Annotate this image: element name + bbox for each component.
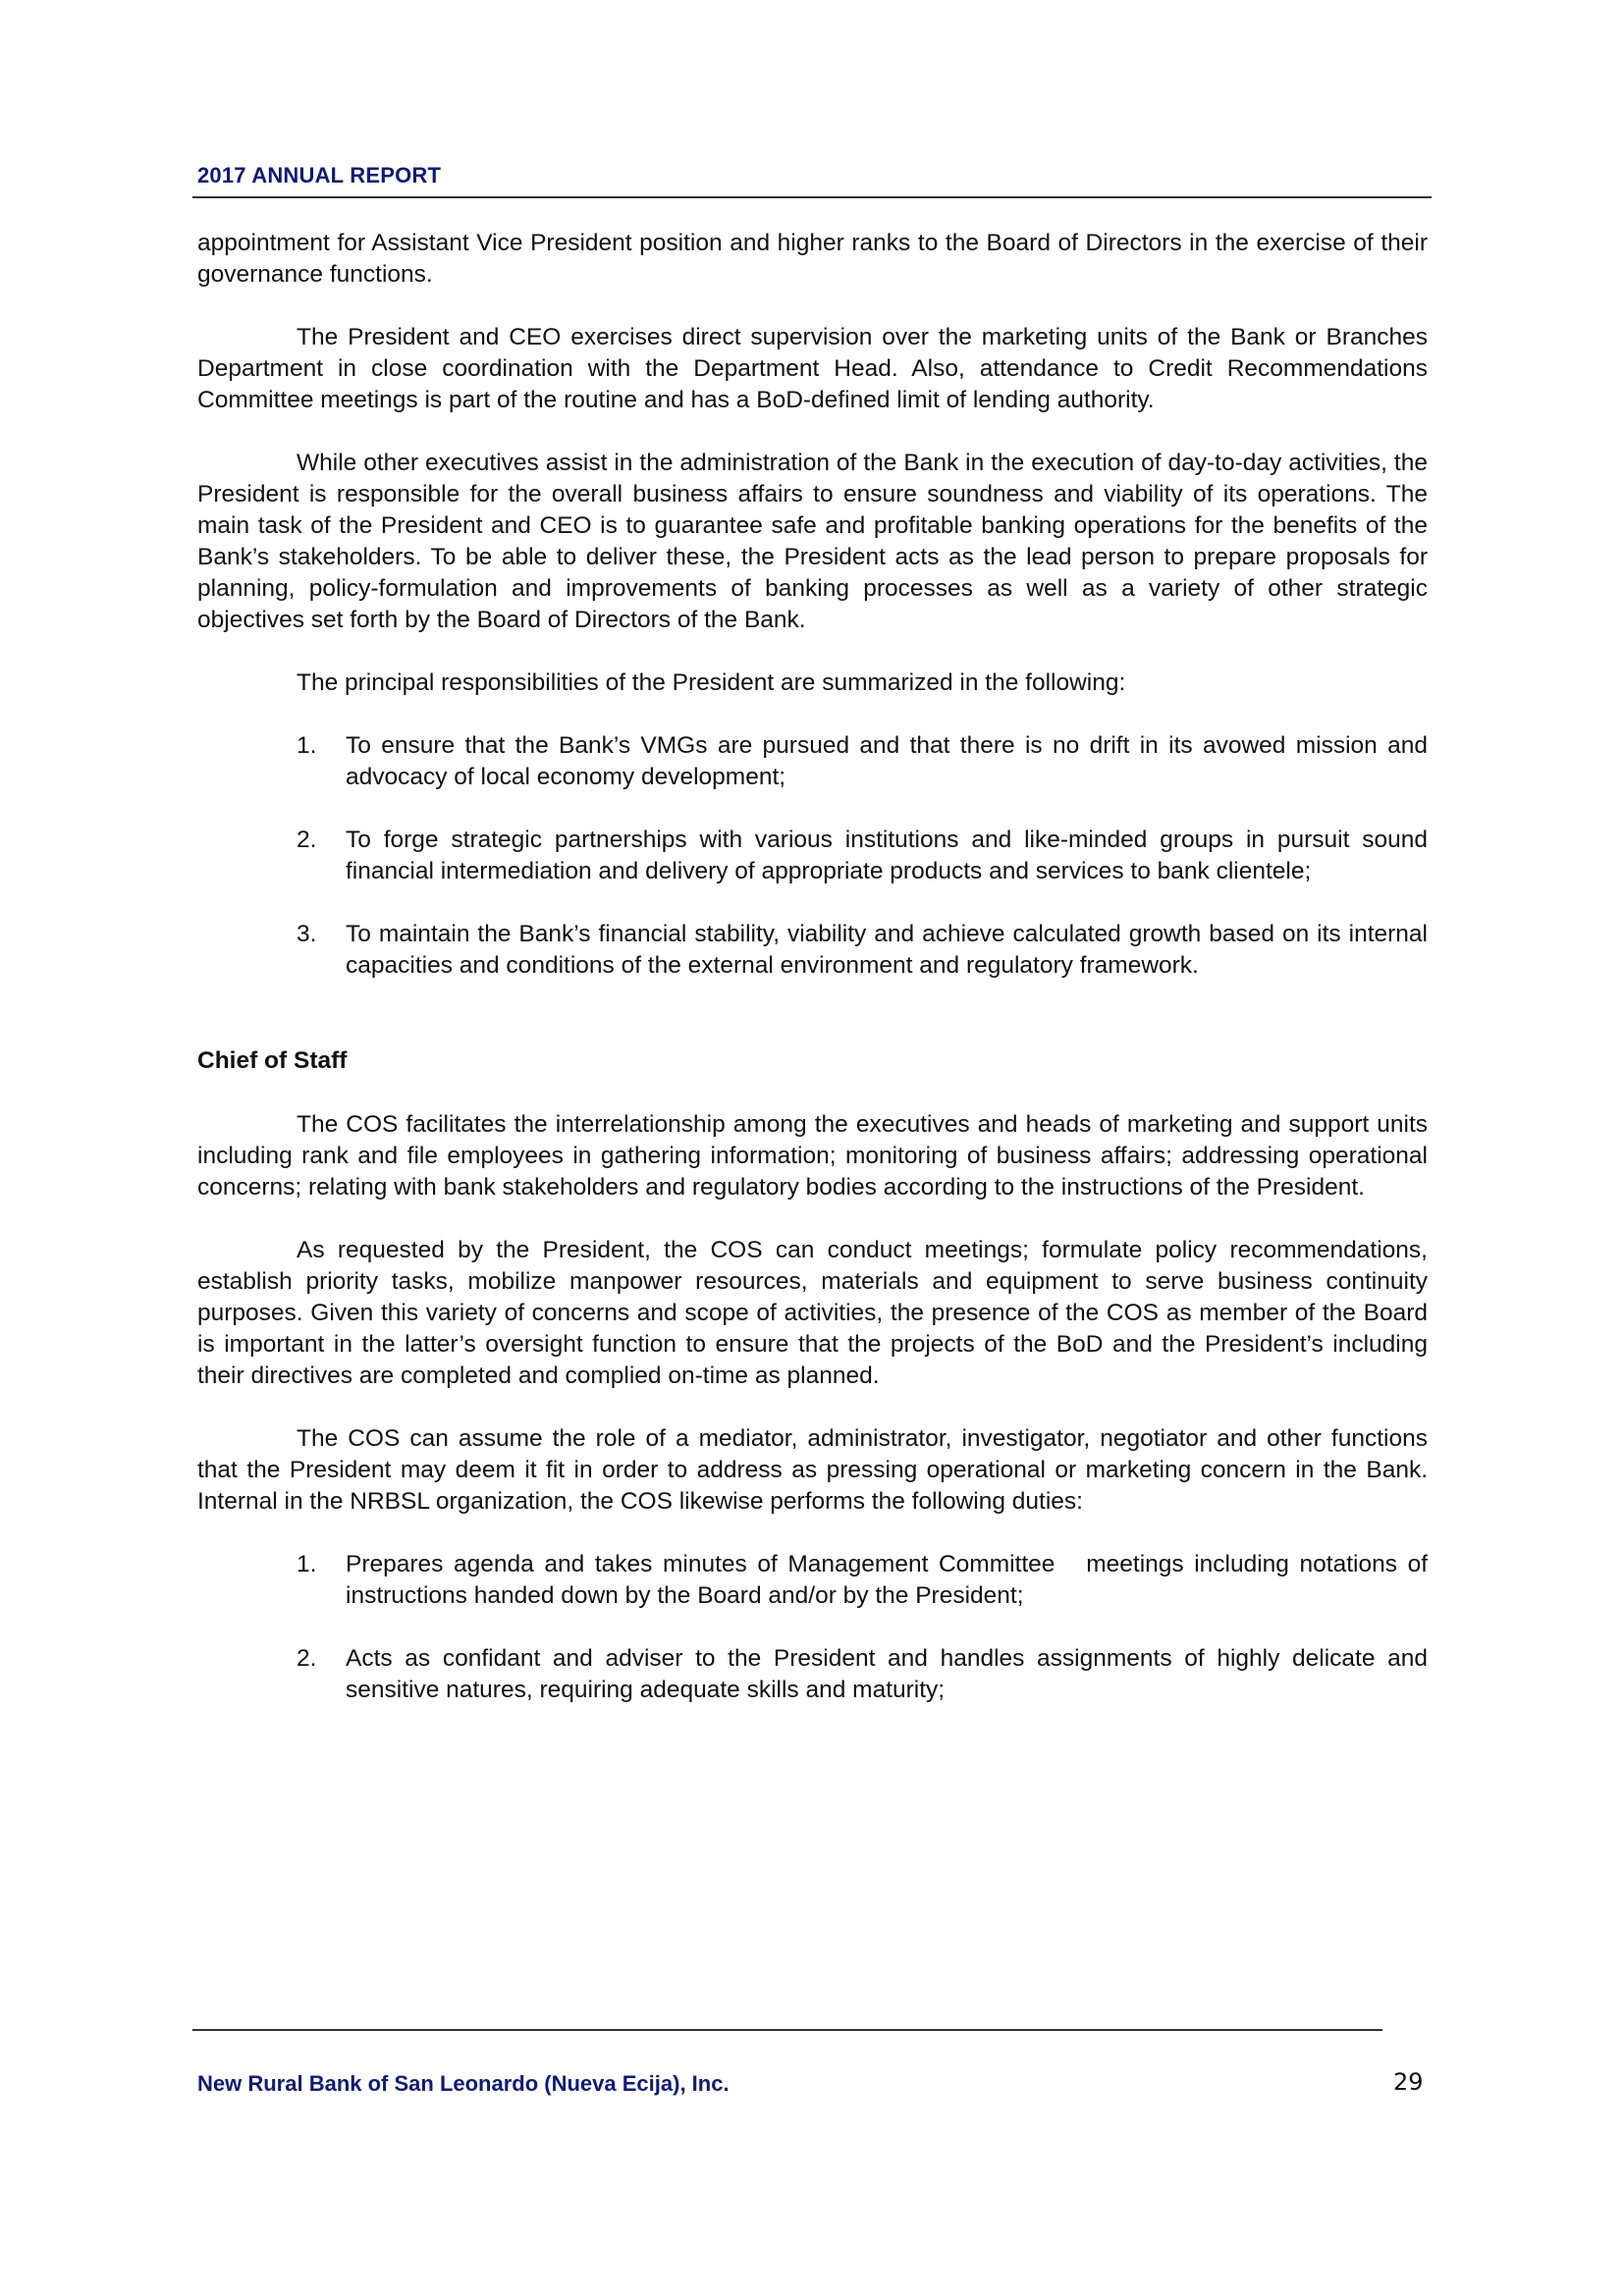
list-item-text: To ensure that the Bank’s VMGs are pursued and that there is no drift in its avowed mission and advocacy of local economy development;	[346, 732, 1428, 790]
continuation-paragraph: appointment for Assistant Vice President position and higher ranks to the Board of Directors in the exercise of their governance functions.	[197, 230, 1428, 288]
cos-paragraph-roles: The COS can assume the role of a mediator, administrator, investigator, negotiator and other functions that the President may deem it fit in order to address as pressing operational or marketing concern in the Bank. Internal in the NRBSL organization, the COS likewise performs the following duties:	[197, 1425, 1428, 1515]
list-item-text: To maintain the Bank’s financial stability, viability and achieve calculated growth based on its internal capacities and conditions of the external environment and regulatory framework.	[346, 921, 1428, 979]
list-item	[197, 919, 1428, 982]
footer-divider	[192, 2029, 1382, 2031]
list-item	[197, 1549, 1435, 1612]
list-number: 1.	[297, 1551, 317, 1577]
list-item-text: Prepares agenda and takes minutes of Management Committee meetings including notations of instructions handed down by the Board and/or by the President;	[346, 1551, 1435, 1609]
president-responsibilities-intro: The principal responsibilities of the President are summarized in the following:	[297, 669, 1126, 696]
footer-organization-name: New Rural Bank of San Leonardo (Nueva Ecija), Inc.	[197, 2071, 730, 2096]
cos-paragraph-interrelationship: The COS facilitates the interrelationship among the executives and heads of marketing and support units including rank and file employees in gathering information; monitoring of business affairs; addressing operational concerns; relating with bank stakeholders and regulatory bodies according to the instructions of the President.	[197, 1111, 1428, 1201]
report-header-title: 2017 ANNUAL REPORT	[197, 163, 442, 187]
list-number: 3.	[297, 921, 317, 947]
president-responsibilities-list	[197, 730, 1428, 982]
list-item-text: To forge strategic partnerships with various institutions and like-minded groups in pursuit sound financial intermediation and delivery of appropriate products and services to bank clientele;	[346, 827, 1428, 884]
page-number: 29	[1393, 2068, 1424, 2096]
list-item	[197, 730, 1428, 793]
list-item	[197, 1643, 1428, 1706]
cos-paragraph-meetings: As requested by the President, the COS can conduct meetings; formulate policy recommendations, establish priority tasks, mobilize manpower resources, materials and equipment to serve business continuity purposes. Given this variety of concerns and scope of activities, the presence of the COS as member of the Board is important in the latter’s oversight function to ensure that the projects of the BoD and the President’s including their directives are completed and complied on-time as planned.	[197, 1237, 1428, 1389]
president-paragraph-role: While other executives assist in the administration of the Bank in the execution of day-to-day activities, the President is responsible for the overall business affairs to ensure soundness and viability of its operations. The main task of the President and CEO is to guarantee safe and profitable banking operations for the benefits of the Bank’s stakeholders. To be able to deliver these, the President acts as the lead person to prepare proposals for planning, policy-formulation and improvements of banking processes as well as a variety of other strategic objectives set forth by the Board of Directors of the Bank.	[197, 450, 1428, 633]
list-number: 2.	[297, 827, 317, 853]
list-item	[197, 825, 1428, 887]
cos-duties-list	[197, 1549, 1435, 1706]
president-paragraph-supervision: The President and CEO exercises direct supervision over the marketing units of the Bank or Branches Department in close coordination with the Department Head. Also, attendance to Credit Recommendations Committee meetings is part of the routine and has a BoD-defined limit of lending authority.	[197, 324, 1428, 413]
section-heading-chief-of-staff: Chief of Staff	[197, 1047, 348, 1074]
page-content	[197, 228, 1435, 1737]
list-number: 1.	[297, 732, 317, 759]
list-item-text: Acts as confidant and adviser to the President and handles assignments of highly delicate and sensitive natures, requiring adequate skills and maturity;	[346, 1645, 1428, 1703]
header-divider	[192, 196, 1432, 198]
list-number: 2.	[297, 1645, 317, 1672]
